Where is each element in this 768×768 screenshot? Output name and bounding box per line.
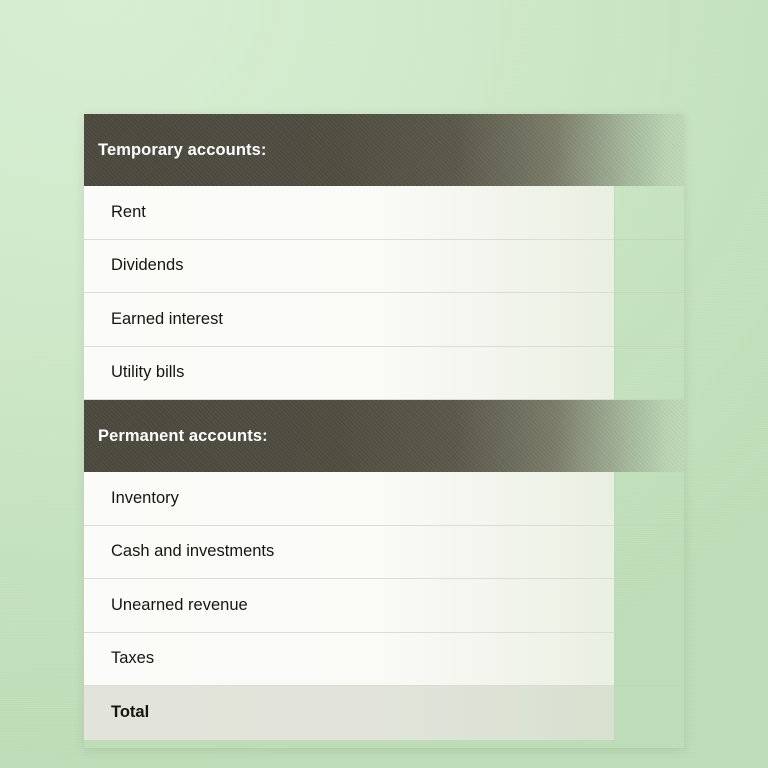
account-name-cell: Dividends	[84, 240, 614, 294]
table-row[interactable]	[84, 579, 684, 633]
section-header-row	[84, 400, 684, 472]
account-name-cell: Inventory	[84, 472, 614, 526]
table-row[interactable]	[84, 186, 684, 240]
total-value-cell[interactable]	[614, 686, 684, 740]
account-name-cell: Rent	[84, 186, 614, 240]
table-section-permanent	[84, 400, 684, 740]
table-row[interactable]	[84, 633, 684, 687]
account-value-cell[interactable]	[614, 347, 684, 401]
account-name-cell: Cash and investments	[84, 526, 614, 580]
total-label-cell: Total	[84, 686, 614, 740]
account-value-cell[interactable]	[614, 293, 684, 347]
section-title: Permanent accounts:	[98, 426, 268, 445]
account-value-cell[interactable]	[614, 186, 684, 240]
table-row[interactable]	[84, 293, 684, 347]
table-section-temporary	[84, 114, 684, 400]
account-value-cell[interactable]	[614, 526, 684, 580]
account-value-cell[interactable]	[614, 472, 684, 526]
section-header-row	[84, 114, 684, 186]
account-name-cell: Taxes	[84, 633, 614, 687]
account-value-cell[interactable]	[614, 579, 684, 633]
table-row-total[interactable]	[84, 686, 684, 740]
account-name-cell: Unearned revenue	[84, 579, 614, 633]
table-row[interactable]	[84, 347, 684, 401]
table-row[interactable]	[84, 240, 684, 294]
section-title: Temporary accounts:	[98, 140, 267, 159]
accounts-table	[84, 114, 684, 748]
account-name-cell: Utility bills	[84, 347, 614, 401]
account-name-cell: Earned interest	[84, 293, 614, 347]
table-row[interactable]	[84, 472, 684, 526]
table-row[interactable]	[84, 526, 684, 580]
account-value-cell[interactable]	[614, 240, 684, 294]
account-value-cell[interactable]	[614, 633, 684, 687]
